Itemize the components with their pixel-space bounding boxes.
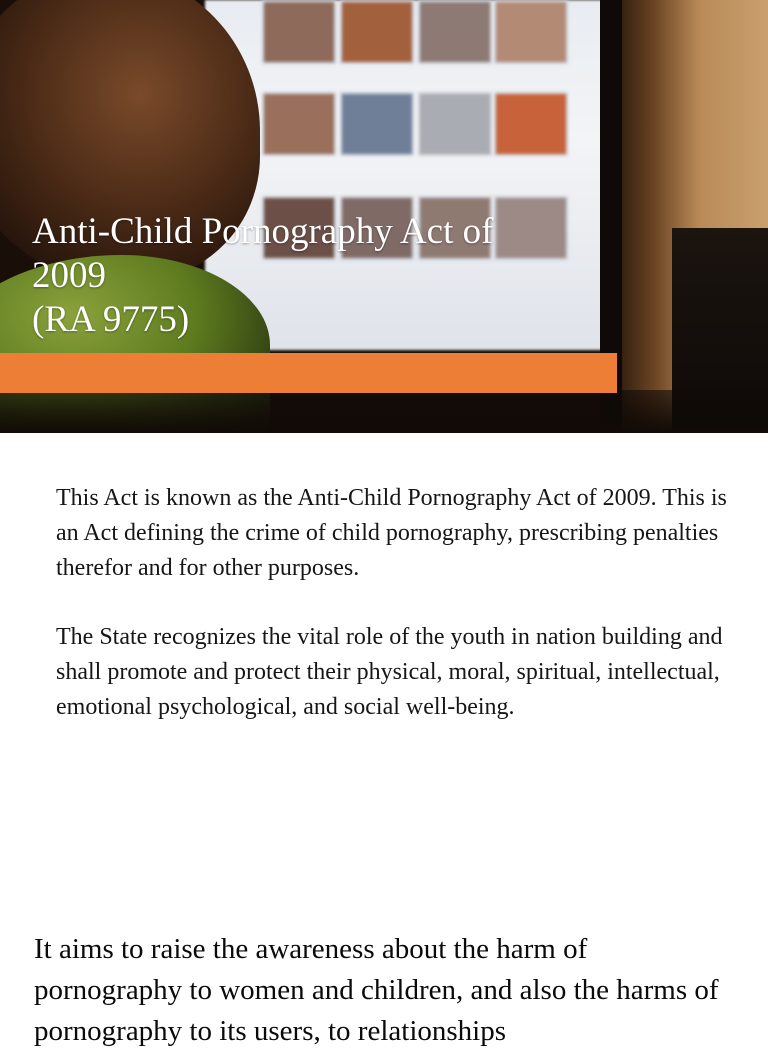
- content-text: [56, 481, 728, 759]
- paragraph-aims: It aims to raise the awareness about the harm of pornography to women and children, and also the harms of pornography to its users, to relationships: [34, 933, 719, 1047]
- blurred-thumbnail: [494, 0, 568, 64]
- blurred-thumbnail: [262, 0, 336, 64]
- title-line-1: Anti-Child Pornography Act of: [32, 211, 494, 252]
- blurred-thumbnail: [340, 0, 414, 64]
- paragraph-definition: This Act is known as the Anti-Child Pornography Act of 2009. This is an Act defining the crime of child pornography, prescribing penalties therefor and for other purposes.: [56, 485, 727, 581]
- slide-title: [32, 210, 592, 342]
- blurred-thumbnail: [418, 0, 492, 64]
- title-line-2: 2009: [32, 255, 106, 296]
- bottom-shade: [0, 390, 768, 433]
- blurred-thumbnail: [262, 92, 336, 156]
- title-slide: [0, 0, 768, 433]
- paragraph-state-policy: The State recognizes the vital role of the youth in nation building and shall promote and protect their physical, moral, spiritual, intellectual, emotional psychological, and social well-being.: [56, 624, 723, 720]
- blurred-thumbnail: [494, 92, 568, 156]
- accent-bar: [0, 353, 617, 393]
- blurred-thumbnail: [418, 92, 492, 156]
- blurred-thumbnail: [340, 92, 414, 156]
- title-line-3: (RA 9775): [32, 299, 190, 340]
